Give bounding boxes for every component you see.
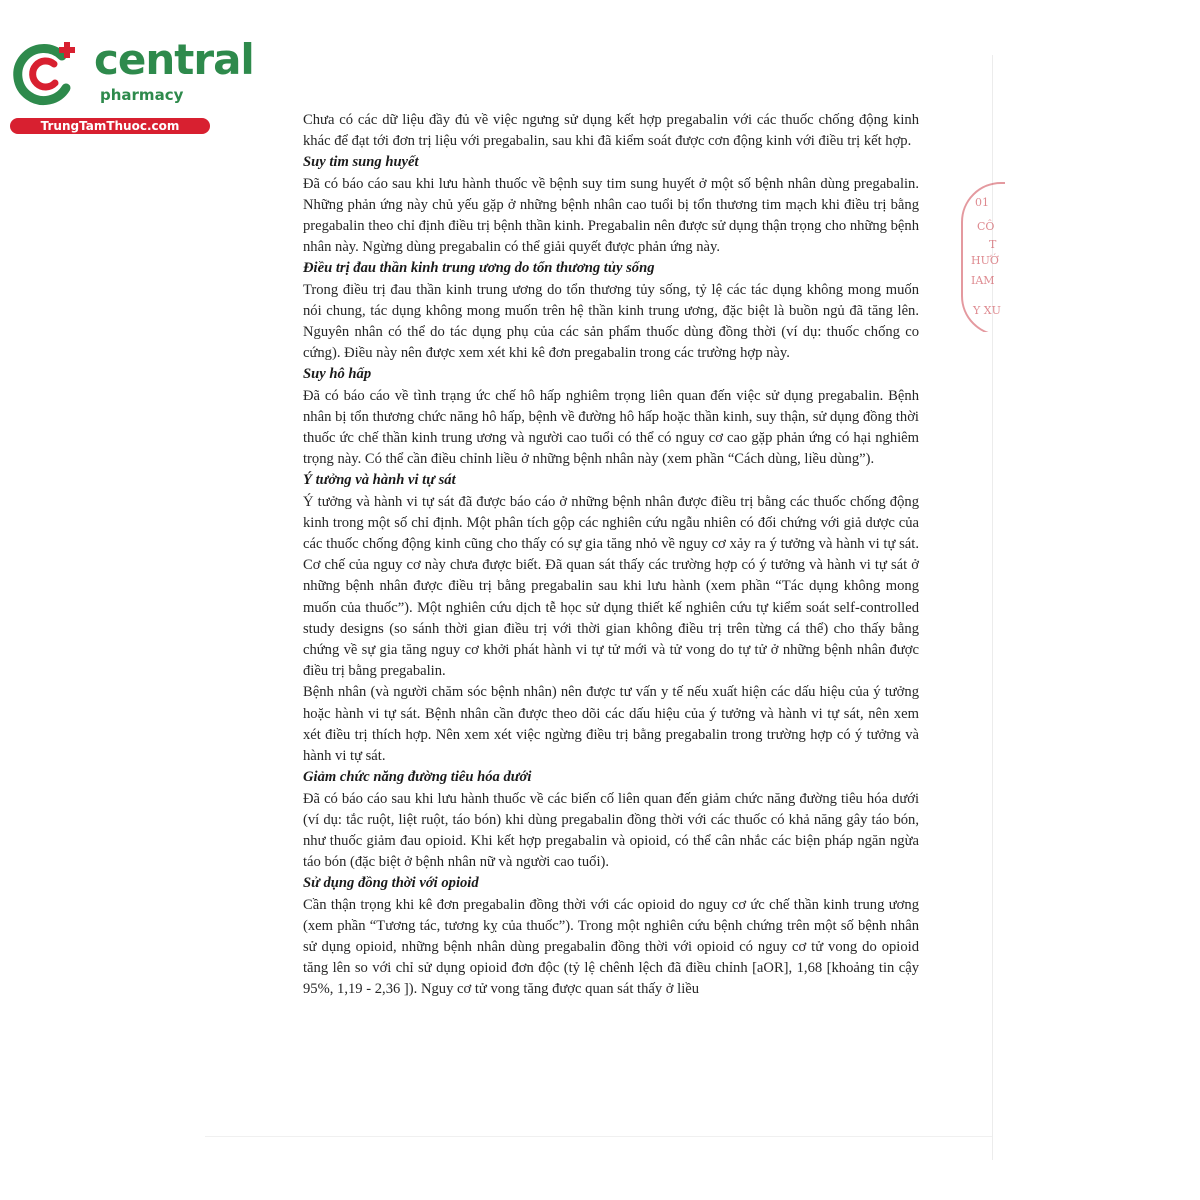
section-paragraph: Ý tưởng và hành vi tự sát đã được báo cáo ở những bệnh nhân được điều trị bằng các thuốc chống động kinh trong một số chỉ định. Một phân tích gộp các nghiên cứu ngẫu nhiên có đối chứng với giả dược của các thuốc chống động kinh cũng cho thấy có sự gia tăng nhỏ về nguy cơ xảy ra ý tưởng và hành vi tự sát. Cơ chế của nguy cơ này chưa được biết. Đã quan sát thấy các trường hợp có ý tưởng và hành vi tự sát ở những bệnh nhân được điều trị bằng pregabalin sau khi lưu hành (xem phần “Tác dụng không mong muốn của thuốc”). Một nghiên cứu dịch tễ học sử dụng thiết kế nghiên cứu tự kiểm soát self-controlled study designs (so sánh thời gian điều trị với thời gian không điều trị trên từng cá thể) cho thấy bằng chứng về sự gia tăng nguy cơ khởi phát hành vi tự tử mới và tử vong do tự tử ở những bệnh nhân được điều trị bằng pregabalin. [303,493,919,680]
section-heading-concomitant-opioid-use: Sử dụng đồng thời với opioid [303,875,479,892]
brand-website: TrungTamThuoc.com [10,118,210,134]
stamp-fragment: IAM [971,274,995,287]
stamp-fragment: CÔ [977,220,995,233]
section-heading-spinal-cord-pain: Điều trị đau thần kinh trung ương do tổn thương tủy sống [303,260,655,277]
stamp-fragment: 01 [975,196,989,209]
section-paragraph: Bệnh nhân (và người chăm sóc bệnh nhân) nên được tư vấn y tế nếu xuất hiện các dấu hiệu của ý tưởng hoặc hành vi tự sát. Bệnh nhân cần được theo dõi các dấu hiệu của ý tưởng và hành vi tự sát, nên xem xét điều trị thích hợp. Nên xem xét việc ngừng điều trị bằng pregabalin trong trường hợp có ý tưởng và hành vi tự sát. [303,684,919,765]
central-pharmacy-logo [10,34,254,134]
stamp-fragment: HƯỚ [971,254,999,267]
section-heading-suicidal-ideation: Ý tưởng và hành vi tự sát [303,472,456,489]
section-paragraph: Trong điều trị đau thần kinh trung ương do tổn thương tủy sống, tỷ lệ các tác dụng không mong muốn nói chung, tác dụng không mong muốn trên hệ thần kinh trung ương, đặc biệt là buồn ngủ đã tăng lên. Nguyên nhân có thể do tác dụng phụ của các sản phẩm thuốc dùng đồng thời (ví dụ: thuốc chống co cứng). Điều này nên được xem xét khi kê đơn pregabalin trong các trường hợp này. [303,281,919,362]
page-edge-bottom [205,1136,992,1137]
stamp-fragment: Y XU [973,304,1001,317]
section-paragraph: Đã có báo cáo về tình trạng ức chế hô hấp nghiêm trọng liên quan đến việc sử dụng pregabalin. Bệnh nhân bị tổn thương chức năng hô hấp, bệnh về đường hô hấp hoặc thần kinh, suy thận, sử dụng đồng thời thuốc ức chế thần kinh trung ương và người cao tuổi có thể có nguy cơ cao gặp phản ứng có hại nghiêm trọng này. Có thể cần điều chỉnh liều ở những bệnh nhân này (xem phần “Cách dùng, liều dùng”). [303,387,919,468]
intro-paragraph: Chưa có các dữ liệu đầy đủ về việc ngưng sử dụng kết hợp pregabalin với các thuốc chống động kinh khác để đạt tới đơn trị liệu với pregabalin, sau khi đã kiểm soát được cơn động kinh với điều trị kết hợp. [303,112,919,150]
section-paragraph: Đã có báo cáo sau khi lưu hành thuốc về các biến cố liên quan đến giảm chức năng đường tiêu hóa dưới (ví dụ: tắc ruột, liệt ruột, táo bón) khi dùng pregabalin đồng thời với các thuốc có khả năng gây táo bón, như thuốc giảm đau opioid. Khi kết hợp pregabalin và opioid, có thể cân nhắc các biện pháp ngăn ngừa táo bón (đặc biệt ở bệnh nhân nữ và người cao tuổi). [303,790,919,871]
brand-name: central [94,35,254,84]
official-stamp [955,182,1005,332]
stamp-fragment: T [989,238,997,251]
section-heading-lower-gi-function: Giảm chức năng đường tiêu hóa dưới [303,769,532,786]
document-body [303,110,919,1001]
pharmacy-cross-logo-icon [10,38,82,110]
section-paragraph: Cần thận trọng khi kê đơn pregabalin đồng thời với các opioid do nguy cơ ức chế thần kinh trung ương (xem phần “Tương tác, tương kỵ của thuốc”). Trong một nghiên cứu bệnh chứng trên một số bệnh nhân sử dụng opioid, những bệnh nhân dùng pregabalin đồng thời với opioid có nguy cơ tử vong do opioid tăng lên so với chỉ sử dụng opioid đơn độc (tỷ lệ chênh lệch đã điều chỉnh [aOR], 1,68 [khoảng tin cậy 95%, 1,19 - 2,36 ]). Nguy cơ tử vong tăng được quan sát thấy ở liều [303,896,919,998]
section-heading-congestive-heart-failure: Suy tim sung huyết [303,154,419,171]
section-heading-respiratory-depression: Suy hô hấp [303,366,372,383]
section-paragraph: Đã có báo cáo sau khi lưu hành thuốc về bệnh suy tim sung huyết ở một số bệnh nhân dùng pregabalin. Những phản ứng này chủ yếu gặp ở những bệnh nhân cao tuổi bị tổn thương tim mạch khi điều trị bằng pregabalin theo chỉ định điều trị bệnh thần kinh. Pregabalin nên được sử dụng thận trọng cho những bệnh nhân này. Ngừng dùng pregabalin có thể giải quyết được phản ứng này. [303,175,919,256]
brand-subtitle: pharmacy [100,86,184,104]
